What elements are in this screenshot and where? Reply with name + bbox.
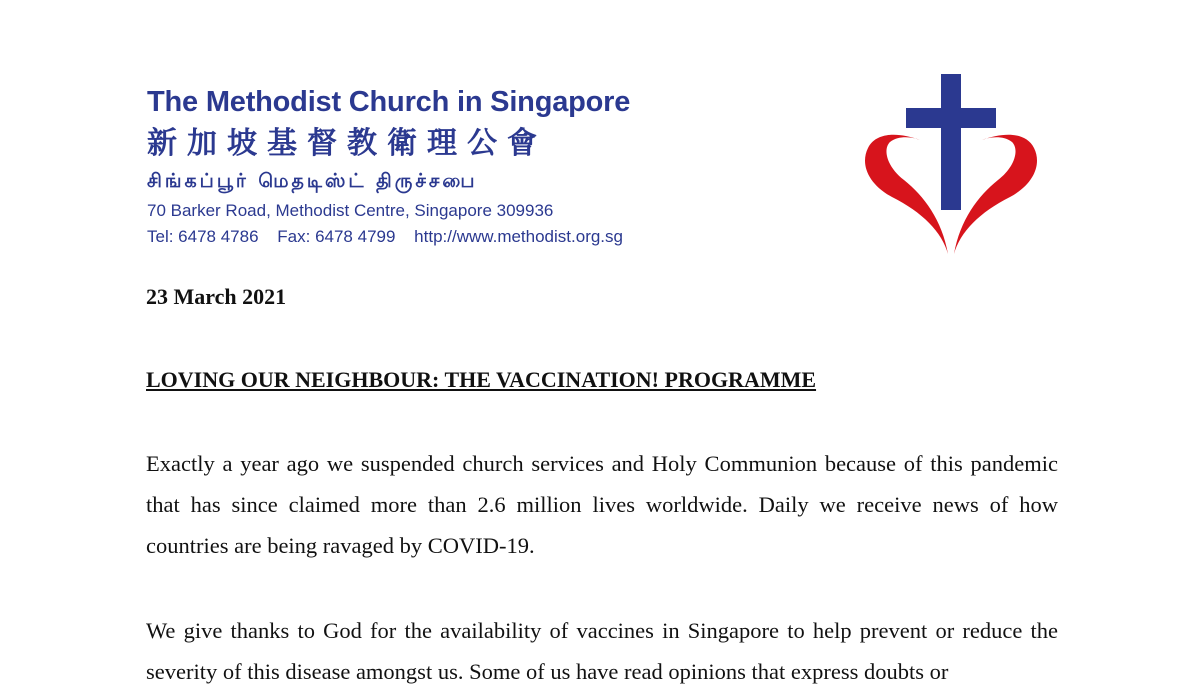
flame-right-shape — [954, 135, 1037, 254]
letterhead — [147, 84, 767, 250]
methodist-cross-flame-logo-icon — [862, 72, 1040, 254]
org-address: 70 Barker Road, Methodist Centre, Singapore 309936 — [147, 201, 554, 220]
cross-vertical-bar — [941, 74, 961, 210]
org-name-tamil: சிங்கப்பூர் மெதடிஸ்ட் திருச்சபை — [147, 170, 478, 192]
body-paragraph: We give thanks to God for the availability of vaccines in Singapore to help prevent or reduce the severity of this disease amongst us. Some of us have read opinions that express doubts or — [146, 618, 1058, 684]
org-name-english: The Methodist Church in Singapore — [147, 86, 631, 118]
flame-left-shape — [865, 135, 948, 254]
org-name-chinese: 新加坡基督教衛理公會 — [147, 126, 547, 161]
letter-heading: LOVING OUR NEIGHBOUR: THE VACCINATION! PROGRAMME — [146, 367, 817, 392]
letter-date: 23 March 2021 — [146, 284, 287, 309]
org-contact-line — [147, 224, 767, 250]
cross-horizontal-bar — [906, 108, 996, 128]
org-website[interactable]: http://www.methodist.org.sg — [414, 227, 623, 246]
org-fax: Fax: 6478 4799 — [277, 227, 396, 246]
body-paragraph: Exactly a year ago we suspended church services and Holy Communion because of this pandemic that has since claimed more than 2.6 million lives worldwide. Daily we receive news of how countries are being ravaged by COVID-19. — [146, 451, 1058, 558]
org-tel: Tel: 6478 4786 — [147, 227, 259, 246]
